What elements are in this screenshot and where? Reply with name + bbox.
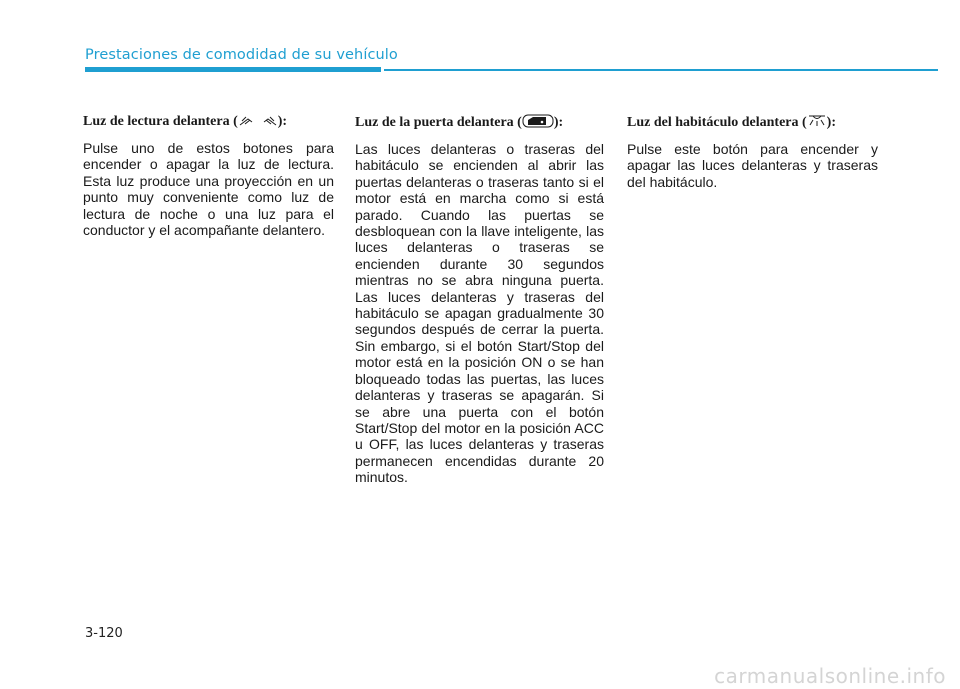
paragraph-door-light: Las luces delanteras o traseras del habitáculo se encienden al abrir las puertas delanteras o traseras tanto si el motor está en marcha como si está parado. Cuando las puertas se desbloquean con la llave inteligente, las luces delanteras o traseras se encienden durante 30 segundos mientras no se abra ninguna puerta. Las luces delanteras y traseras del habitáculo se apagan gradualmente 30 segundos después de cerrar la puerta. Sin embargo, si el botón Start/Stop del motor está en la posición ON o se han bloqueado todas las puertas, las luces delanteras y traseras se apagarán. Si se abre una puerta con el botón Start/Stop del motor en la posición ACC u OFF, las luces delanteras y traseras permanecen encendidas durante 20 minutos.	[355, 141, 604, 486]
door-lamp-icon	[522, 114, 554, 128]
map-lamp-icon	[238, 115, 278, 127]
column-room-light	[627, 114, 878, 190]
header-rule	[384, 69, 938, 71]
heading-door-light: Luz de la puerta delantera ( ):	[355, 115, 564, 130]
room-lamp-icon	[807, 114, 827, 128]
paragraph-reading-light: Pulse uno de estos botones para encender o apagar la luz de lectura. Esta luz produce una proyección en un punto muy conveniente como luz de lectura de noche o una luz para el conductor y el acompañante delantero.	[83, 140, 334, 239]
section-title: Prestaciones de comodidad de su vehículo	[85, 47, 398, 63]
header-accent-bar	[85, 67, 381, 72]
heading-reading-light: Luz de lectura delantera ( ):	[83, 114, 288, 129]
watermark: carmanualsonline.info	[714, 664, 946, 688]
page-number: 3-120	[85, 626, 123, 641]
column-reading-light	[83, 114, 334, 238]
paragraph-room-light: Pulse este botón para encender y apagar las luces delanteras y traseras del habitáculo.	[627, 141, 878, 190]
column-door-light	[355, 114, 604, 486]
heading-room-light: Luz del habitáculo delantera ( ):	[627, 115, 836, 130]
